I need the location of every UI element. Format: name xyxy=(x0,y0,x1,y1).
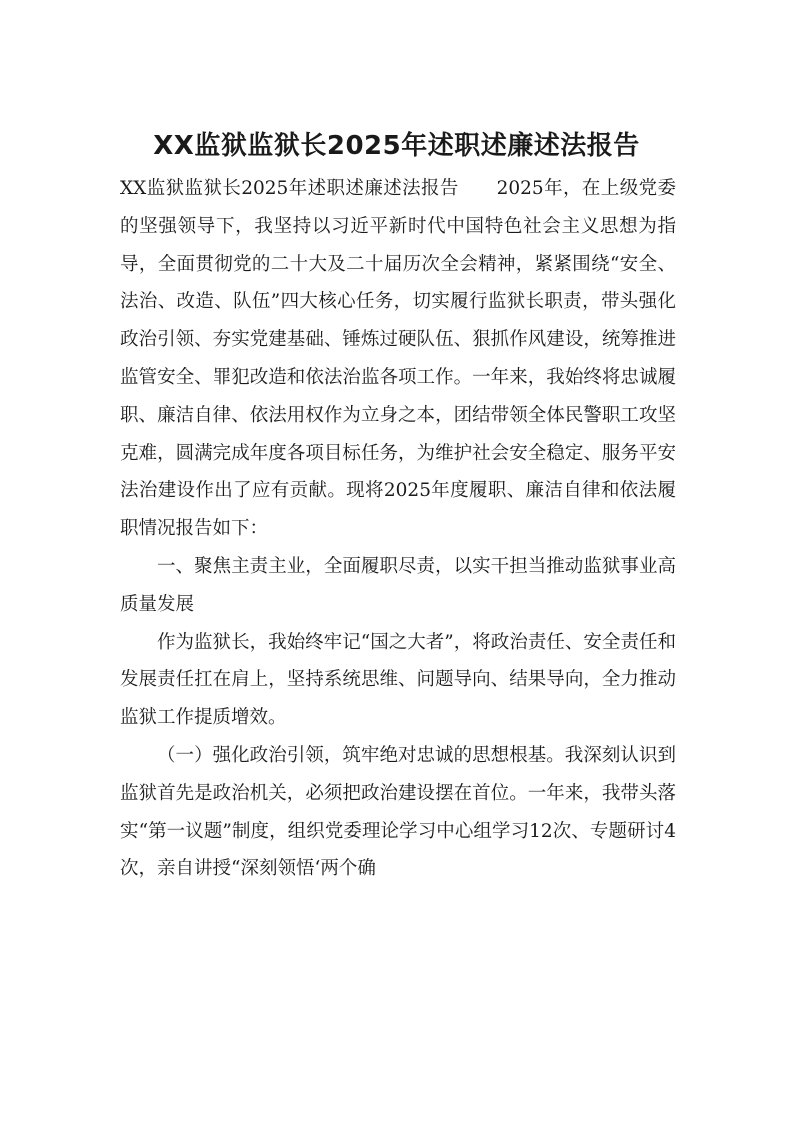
document-title: XX监狱监狱长2025年述职述廉述法报告 xyxy=(153,131,640,161)
subsection-paragraph-1: （一）强化政治引领，筑牢绝对忠诚的思想根基。我深刻认识到监狱首先是政治机关，必须把政治建设摆在首位。一年来，我带头落实“第一议题”制度，组织党委理论学习中心组学习12次、专题研讨4次，亲自讲授“深刻领悟‘两个确 xyxy=(120,744,676,880)
paragraph-intro: XX监狱监狱长2025年述职述廉述法报告 2025年，在上级党委的坚强领导下，我坚持以习近平新时代中国特色社会主义思想为指导，全面贯彻党的二十大及二十届历次全会精神，紧紧围绕“安全、法治、改造、队伍”四大核心任务，切实履行监狱长职责，带头强化政治引领、夯实党建基础、锤炼过硬队伍、狠抓作风建设，统筹推进监管安全、罪犯改造和依法治监各项工作。一年来，我始终将忠诚履职、廉洁自律、依法用权作为立身之本，团结带领全体民警职工攻坚克难，圆满完成年度各项目标任务，为维护社会安全稳定、服务平安法治建设作出了应有贡献。现将2025年度履职、廉洁自律和依法履职情况报告如下： xyxy=(120,178,676,540)
section-heading-1: 一、聚焦主责主业，全面履职尽责，以实干担当推动监狱事业高质量发展 xyxy=(120,555,676,615)
document-body xyxy=(120,170,676,888)
paragraph-body: 作为监狱长，我始终牢记“国之大者”，将政治责任、安全责任和发展责任扛在肩上，坚持系统思维、问题导向、结果导向，全力推动监狱工作提质增效。 xyxy=(120,631,676,729)
